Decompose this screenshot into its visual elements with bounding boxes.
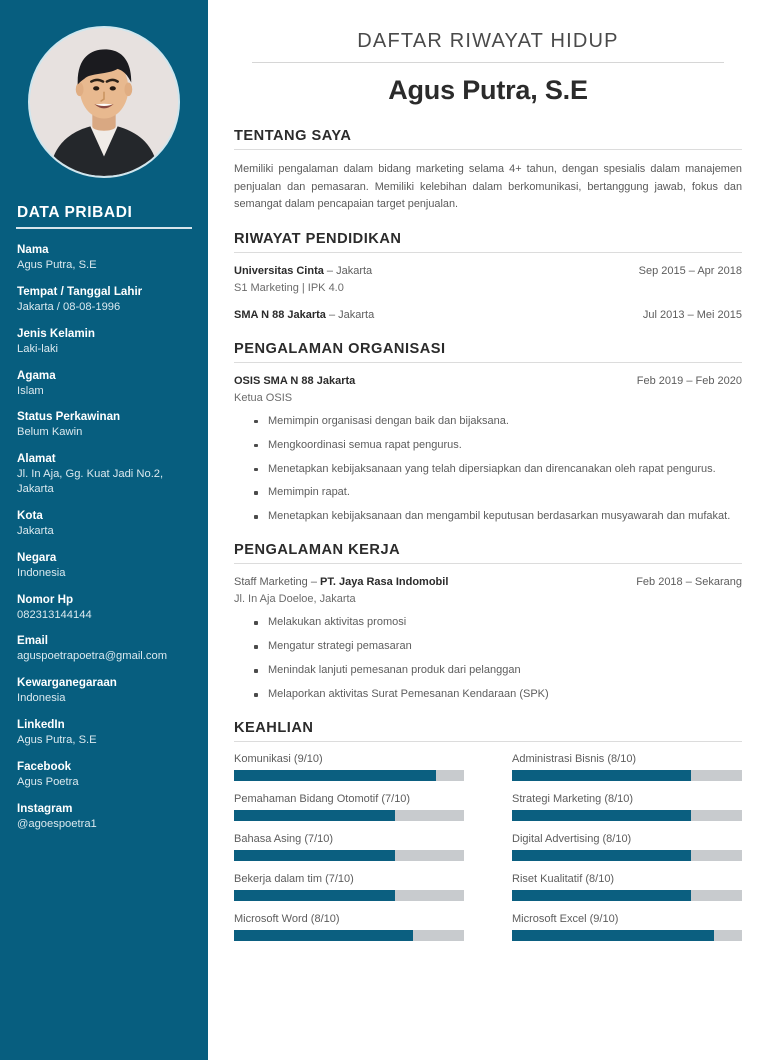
bullet-item: Menetapkan kebijaksanaan dan mengambil keputusan berdasarkan musyawarah dan mufakat. xyxy=(234,509,742,525)
personal-data-list xyxy=(16,242,192,832)
skill-item xyxy=(512,753,742,781)
section-heading-skills: KEAHLIAN xyxy=(234,719,314,736)
section-heading-about: TENTANG SAYA xyxy=(234,128,352,144)
skill-item xyxy=(512,873,742,901)
section-divider xyxy=(234,362,742,363)
skill-label: Microsoft Excel (9/10) xyxy=(512,912,619,925)
bullet-item: Menindak lanjuti pemesanan produk dari pelanggan xyxy=(234,663,742,679)
sidebar xyxy=(0,0,208,1060)
skill-fill xyxy=(512,770,691,781)
field-label: Nomor Hp xyxy=(17,592,74,606)
skill-fill xyxy=(234,770,436,781)
skill-track xyxy=(512,930,742,941)
main-content xyxy=(208,0,768,1060)
skill-track xyxy=(512,890,742,901)
entry-company: PT. Jaya Rasa Indomobil xyxy=(320,576,449,589)
field-value[interactable]: aguspoetrapoetra@gmail.com xyxy=(17,650,168,663)
field-label: Negara xyxy=(17,550,57,564)
bullet-item: Memimpin rapat. xyxy=(234,485,742,501)
sidebar-heading-divider xyxy=(16,227,192,229)
entry-row xyxy=(234,575,742,591)
skill-track xyxy=(512,810,742,821)
skill-track xyxy=(234,890,464,901)
skill-track xyxy=(234,930,464,941)
organization-entry xyxy=(234,374,742,526)
skill-fill xyxy=(234,930,413,941)
skill-label: Strategi Marketing (8/10) xyxy=(512,792,634,805)
entry-subtitle: Ketua OSIS xyxy=(234,391,293,404)
personal-data-field xyxy=(16,592,192,623)
field-label: Kota xyxy=(17,508,43,522)
skills-grid xyxy=(234,753,742,941)
field-label: Tempat / Tanggal Lahir xyxy=(17,284,143,298)
skill-label: Bekerja dalam tim (7/10) xyxy=(234,872,354,885)
skill-label: Administrasi Bisnis (8/10) xyxy=(512,752,637,765)
entry-title-rest: – Jakarta xyxy=(323,264,373,277)
personal-data-field xyxy=(16,550,192,581)
section-skills xyxy=(234,720,742,941)
skill-label: Pemahaman Bidang Otomotif (7/10) xyxy=(234,792,411,805)
work-entry xyxy=(234,575,742,703)
personal-data-field xyxy=(16,508,192,539)
field-label: Jenis Kelamin xyxy=(17,326,95,340)
field-value: Laki-laki xyxy=(17,342,59,355)
entry-subtitle: Jl. In Aja Doeloe, Jakarta xyxy=(234,593,356,606)
profile-photo-illustration xyxy=(30,28,178,176)
field-value[interactable]: Agus Poetra xyxy=(17,775,79,788)
entry-title-bold: OSIS SMA N 88 Jakarta xyxy=(234,374,356,387)
section-heading-education: RIWAYAT PENDIDIKAN xyxy=(234,230,402,247)
field-label: Agama xyxy=(17,368,56,382)
personal-data-field xyxy=(16,451,192,497)
field-value[interactable]: @agoespoetra1 xyxy=(17,817,97,830)
field-label: LinkedIn xyxy=(17,718,65,732)
skill-track xyxy=(512,850,742,861)
field-label: Nama xyxy=(17,243,49,256)
sidebar-heading: DATA PRIBADI xyxy=(17,204,133,221)
section-divider xyxy=(234,563,742,564)
entry-title-bold: SMA N 88 Jakarta xyxy=(234,308,326,321)
section-heading-organization: PENGALAMAN ORGANISASI xyxy=(234,340,446,357)
personal-data-field xyxy=(16,633,192,664)
entry-title xyxy=(234,308,374,324)
bullet-item: Menetapkan kebijaksanaan yang telah dipersiapkan dan direncanakan oleh rapat pengurus. xyxy=(234,462,742,478)
title-divider xyxy=(252,62,724,63)
field-label: Kewarganegaraan xyxy=(17,676,117,690)
skill-fill xyxy=(512,890,691,901)
field-label: Instagram xyxy=(17,801,73,815)
skill-item xyxy=(512,833,742,861)
field-value: Islam xyxy=(17,384,44,397)
section-work-experience xyxy=(234,542,742,703)
entry-title xyxy=(234,374,355,390)
skill-fill xyxy=(512,810,691,821)
section-organization xyxy=(234,341,742,526)
entry-row xyxy=(234,308,742,324)
field-value: Jl. In Aja, Gg. Kuat Jadi No.2, Jakarta xyxy=(17,468,164,496)
entry-date: Sep 2015 – Apr 2018 xyxy=(638,264,742,277)
section-divider xyxy=(234,252,742,253)
skill-item xyxy=(234,913,464,941)
skill-track xyxy=(234,770,464,781)
entry-date: Feb 2018 – Sekarang xyxy=(636,576,742,589)
field-value: Jakarta / 08-08-1996 xyxy=(17,300,121,313)
entry-title xyxy=(234,264,372,280)
entry-role: Staff Marketing – xyxy=(234,576,321,589)
skill-label: Digital Advertising (8/10) xyxy=(512,832,632,845)
person-name: Agus Putra, S.E xyxy=(388,75,588,105)
field-label: Facebook xyxy=(17,759,72,773)
field-label: Alamat xyxy=(17,452,56,466)
avatar xyxy=(28,26,180,178)
skill-label: Komunikasi (9/10) xyxy=(234,752,323,765)
field-label: Email xyxy=(17,634,48,648)
work-bullets xyxy=(234,615,742,703)
entry-title-bold: Universitas Cinta xyxy=(234,264,324,277)
skill-label: Riset Kualitatif (8/10) xyxy=(512,872,615,885)
education-entry xyxy=(234,308,742,324)
personal-data-field xyxy=(16,409,192,440)
section-divider xyxy=(234,149,742,150)
field-value: Indonesia xyxy=(17,692,66,705)
personal-data-field xyxy=(16,801,192,832)
skill-fill xyxy=(512,850,691,861)
section-education xyxy=(234,231,742,324)
document-title: DAFTAR RIWAYAT HIDUP xyxy=(357,30,619,52)
skill-item xyxy=(234,833,464,861)
skill-track xyxy=(234,850,464,861)
field-value[interactable]: Agus Putra, S.E xyxy=(17,734,97,747)
skill-fill xyxy=(234,810,395,821)
bullet-item: Melaporkan aktivitas Surat Pemesanan Kendaraan (SPK) xyxy=(234,687,742,703)
skill-item xyxy=(234,753,464,781)
field-label: Status Perkawinan xyxy=(17,410,121,424)
personal-data-field xyxy=(16,326,192,357)
skill-fill xyxy=(234,890,395,901)
personal-data-field xyxy=(16,242,192,273)
section-about xyxy=(234,128,742,214)
avatar-wrap xyxy=(16,26,192,178)
skill-label: Microsoft Word (8/10) xyxy=(234,912,340,925)
field-value: Indonesia xyxy=(17,566,66,579)
skill-item xyxy=(234,793,464,821)
bullet-item: Melakukan aktivitas promosi xyxy=(234,615,742,631)
about-text: Memiliki pengalaman dalam bidang marketing selama 4+ tahun, dengan spesialis dalam manajemen penjualan dan pemasaran. Memiliki kelebihan dalam berkomunikasi, bertanggung jawab, fokus dan semangat dalam pencapaian target penjualan. xyxy=(234,163,742,211)
personal-data-field xyxy=(16,717,192,748)
field-value: Agus Putra, S.E xyxy=(17,259,97,272)
field-value: 082313144144 xyxy=(17,608,92,621)
organization-bullets xyxy=(234,414,742,526)
education-entry xyxy=(234,264,742,297)
skill-track xyxy=(512,770,742,781)
section-heading-work: PENGALAMAN KERJA xyxy=(234,542,401,559)
skill-item xyxy=(234,873,464,901)
entry-row xyxy=(234,374,742,390)
entry-title xyxy=(234,575,448,591)
skill-track xyxy=(234,810,464,821)
entry-date: Jul 2013 – Mei 2015 xyxy=(642,308,742,321)
bullet-item: Mengatur strategi pemasaran xyxy=(234,639,742,655)
field-value: Belum Kawin xyxy=(17,426,83,439)
entry-subtitle: S1 Marketing | IPK 4.0 xyxy=(234,281,344,294)
bullet-item: Mengkoordinasi semua rapat pengurus. xyxy=(234,438,742,454)
skill-fill xyxy=(234,850,395,861)
skill-item xyxy=(512,793,742,821)
personal-data-field xyxy=(16,284,192,315)
personal-data-field xyxy=(16,368,192,399)
entry-row xyxy=(234,264,742,280)
skill-fill xyxy=(512,930,714,941)
entry-title-rest: – Jakarta xyxy=(325,308,375,321)
skill-label: Bahasa Asing (7/10) xyxy=(234,832,334,845)
skill-item xyxy=(512,913,742,941)
section-divider xyxy=(234,741,742,742)
bullet-item: Memimpin organisasi dengan baik dan bijaksana. xyxy=(234,414,742,430)
entry-date: Feb 2019 – Feb 2020 xyxy=(636,374,742,387)
field-value: Jakarta xyxy=(17,524,54,537)
personal-data-field xyxy=(16,759,192,790)
personal-data-field xyxy=(16,675,192,706)
